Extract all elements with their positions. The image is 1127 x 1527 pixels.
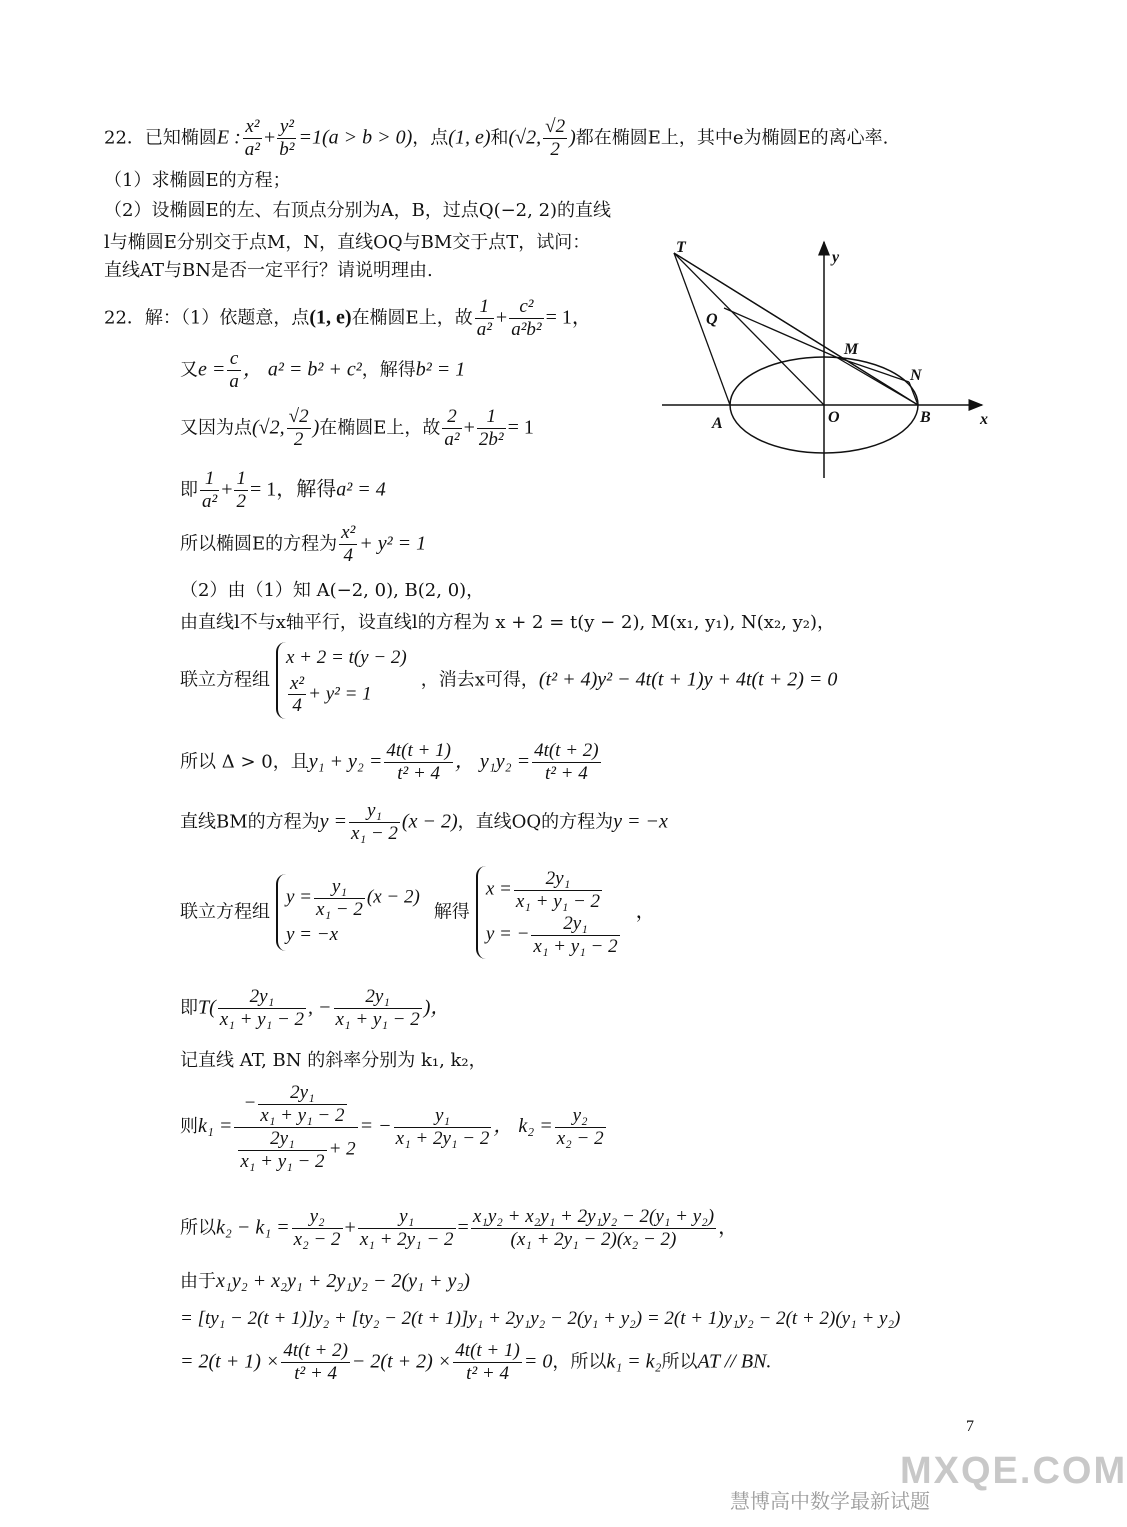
label-m: M (844, 341, 859, 358)
solution-line-9: 所以 Δ > 0，且y₁ + y₂ = $\frac{4t(t + 1)}{\text{t² + 4}}$ ， y₁y₂ = $\frac{4t(t + 2)}{\text{t² + 4}}$ (180, 740, 599, 784)
ellipse-figure (656, 236, 996, 482)
label-n: N (910, 367, 922, 384)
label-b: B (920, 409, 931, 426)
problem-part-2-line-2: l与椭圆E分别交于点M，N，直线OQ与BM交于点T，试问： (104, 232, 591, 253)
equation-system: y = $\frac{\text{y₁}}{\text{x₁ − 2}}$ (x − 2) y = −x (276, 874, 428, 951)
line-qm (724, 308, 836, 357)
solution-line-16: 由于x₁y₂ + x₂y₁ + 2y₁y₂ − 2(y₁ + y₂) (180, 1270, 470, 1292)
problem-line-1: 22．已知椭圆E : $\frac{\text{x²}}{\text{a²}}$ + $\frac{\text{y²}}{\text{b²}}$ =1(a > b > 0)，点(1, e)和(√2, $\frac{√2}{2}$ )都在椭圆E上，其中e为椭圆E的离心率. (104, 116, 889, 160)
label-t: T (676, 239, 686, 256)
page-number: 7 (966, 1418, 974, 1435)
solution-line-13: 记直线 AT, BN 的斜率分别为 k₁, k₂， (180, 1050, 487, 1071)
label-y: y (832, 249, 840, 266)
solution-line-5: 所以椭圆E的方程为 $\frac{\text{x²}}{4}$ + y² = 1 (180, 522, 427, 566)
fraction: $\frac{\text{y²}}{\text{b²}}$ (279, 116, 295, 160)
solution-line-11: 联立方程组 y = $\frac{\text{y₁}}{\text{x₁ − 2}}$ (x − 2) y = −x 解得 x = $\frac{\text{2y₁}}{\text{x₁ + y₁ − 2}}$ y = − $\frac{\text{2y₁}}{\text{x₁ + y₁ − 2}}$ ， (180, 866, 656, 959)
line-tb (674, 253, 918, 405)
solution-line-10: 直线BM的方程为y = $\frac{\text{y₁}}{\text{x₁ − 2}}$ (x − 2)，直线OQ的方程为y = −x (180, 800, 668, 844)
solution-line-8: 联立方程组 x + 2 = t(y − 2) $\frac{\text{x²}}{4}$ + y² = 1 ，消去x可得，(t² + 4)y² − 4t(t + 1)y + 4t(t + 2) = 0 (180, 642, 837, 719)
solution-line-6: （2）由（1）知 A(−2, 0), B(2, 0)， (180, 580, 485, 601)
solution-line-12: 即T( $\frac{\text{2y₁}}{\text{x₁ + y₁ − 2}}$ , − $\frac{\text{2y₁}}{\text{x₁ + y₁ − 2}}$ )， (180, 986, 451, 1030)
label-q: Q (706, 311, 718, 328)
solution-line-18: = 2(t + 1) × $\frac{4t(t + 2)}{\text{t² + 4}}$ − 2(t + 2) × $\frac{4t(t + 1)}{\text{t² + 4}}$ = 0，所以k₁ = k₂所以AT // BN. (180, 1340, 772, 1384)
line-ta (674, 253, 730, 405)
solution-line-7: 由直线l不与x轴平行，设直线l的方程为 x + 2 = t(y − 2), M(x₁, y₁), N(x₂, y₂)， (180, 612, 836, 633)
solution-line-3: 又因为点(√2, $\frac{√2}{2}$ )在椭圆E上，故 $\frac{2}{\text{a²}}$ + $\frac{1}{\text{2b²}}$ = 1 (180, 406, 534, 450)
complex-fraction: − $\frac{\text{2y₁}}{\text{x₁ + y₁ − 2}}$ $\frac{\text{2y₁}}{\text{x₁ + y₁ − 2}}$ + 2 (234, 1082, 357, 1172)
watermark-logo: MXQE.COM (900, 1450, 1127, 1492)
solution-line-4: 即 $\frac{1}{\text{a²}}$ + $\frac{1}{2}$ = 1，解得a² = 4 (180, 468, 386, 512)
fraction: $\frac{\text{x²}}{\text{a²}}$ (244, 116, 260, 160)
label-x: x (980, 411, 988, 428)
label-o: O (828, 409, 840, 426)
line-oq (674, 253, 824, 405)
fraction: $\frac{√2}{2}$ (545, 116, 566, 160)
problem-part-2-line-3: 直线AT与BN是否一定平行？请说明理由. (104, 260, 433, 281)
solution-line-15: 所以k₂ − k₁ = $\frac{\text{y₂}}{\text{x₂ − 2}}$ + $\frac{\text{y₁}}{\text{x₁ + 2y₁ − 2}}$ = $\frac{\text{x₁y₂ + x₂y₁ + 2y₁y₂ − 2(y₁ + y₂)}}{\text{(x₁ + 2y₁ − 2)(x₂ − 2)}}$ ， (180, 1206, 739, 1250)
solution-line-1: 22．解：（1）依题意，点(1, e)在椭圆E上，故 $\frac{1}{\text{a²}}$ + $\frac{\text{c²}}{\text{a²b²}}$ = 1， (104, 296, 592, 340)
equation-system: x + 2 = t(y − 2) $\frac{\text{x²}}{4}$ + y² = 1 (276, 642, 415, 719)
solution-system: x = $\frac{\text{2y₁}}{\text{x₁ + y₁ − 2}}$ y = − $\frac{\text{2y₁}}{\text{x₁ + y₁ − 2}}$ (476, 866, 630, 959)
problem-part-2-line-1: （2）设椭圆E的左、右顶点分别为A，B，过点Q(−2, 2)的直线 (104, 200, 612, 221)
solution-line-2: 又e = $\frac{c}{a}$ ， a² = b² + c²，解得b² = 1 (180, 348, 466, 392)
solution-line-17: = [ty₁ − 2(t + 1)]y₂ + [ty₂ − 2(t + 1)]y₁ + 2y₁y₂ − 2(y₁ + y₂) = 2(t + 1)y₁y₂ − 2(t + 2)(y₁ + y₂) (180, 1308, 901, 1329)
label-a: A (712, 415, 723, 432)
problem-part-1: （1）求椭圆E的方程； (104, 170, 291, 191)
watermark-text: 慧博高中数学最新试题 (730, 1489, 930, 1513)
solution-line-14: 则k₁ = − $\frac{\text{2y₁}}{\text{x₁ + y₁ − 2}}$ $\frac{\text{2y₁}}{\text{x₁ + y₁ − 2}}$ + 2 = − $\frac{\text{y₁}}{\text{x₁ + 2y₁ − 2}}$ ， k₂ = $\frac{\text{y₂}}{\text{x₂ − 2}}$ (180, 1082, 604, 1172)
